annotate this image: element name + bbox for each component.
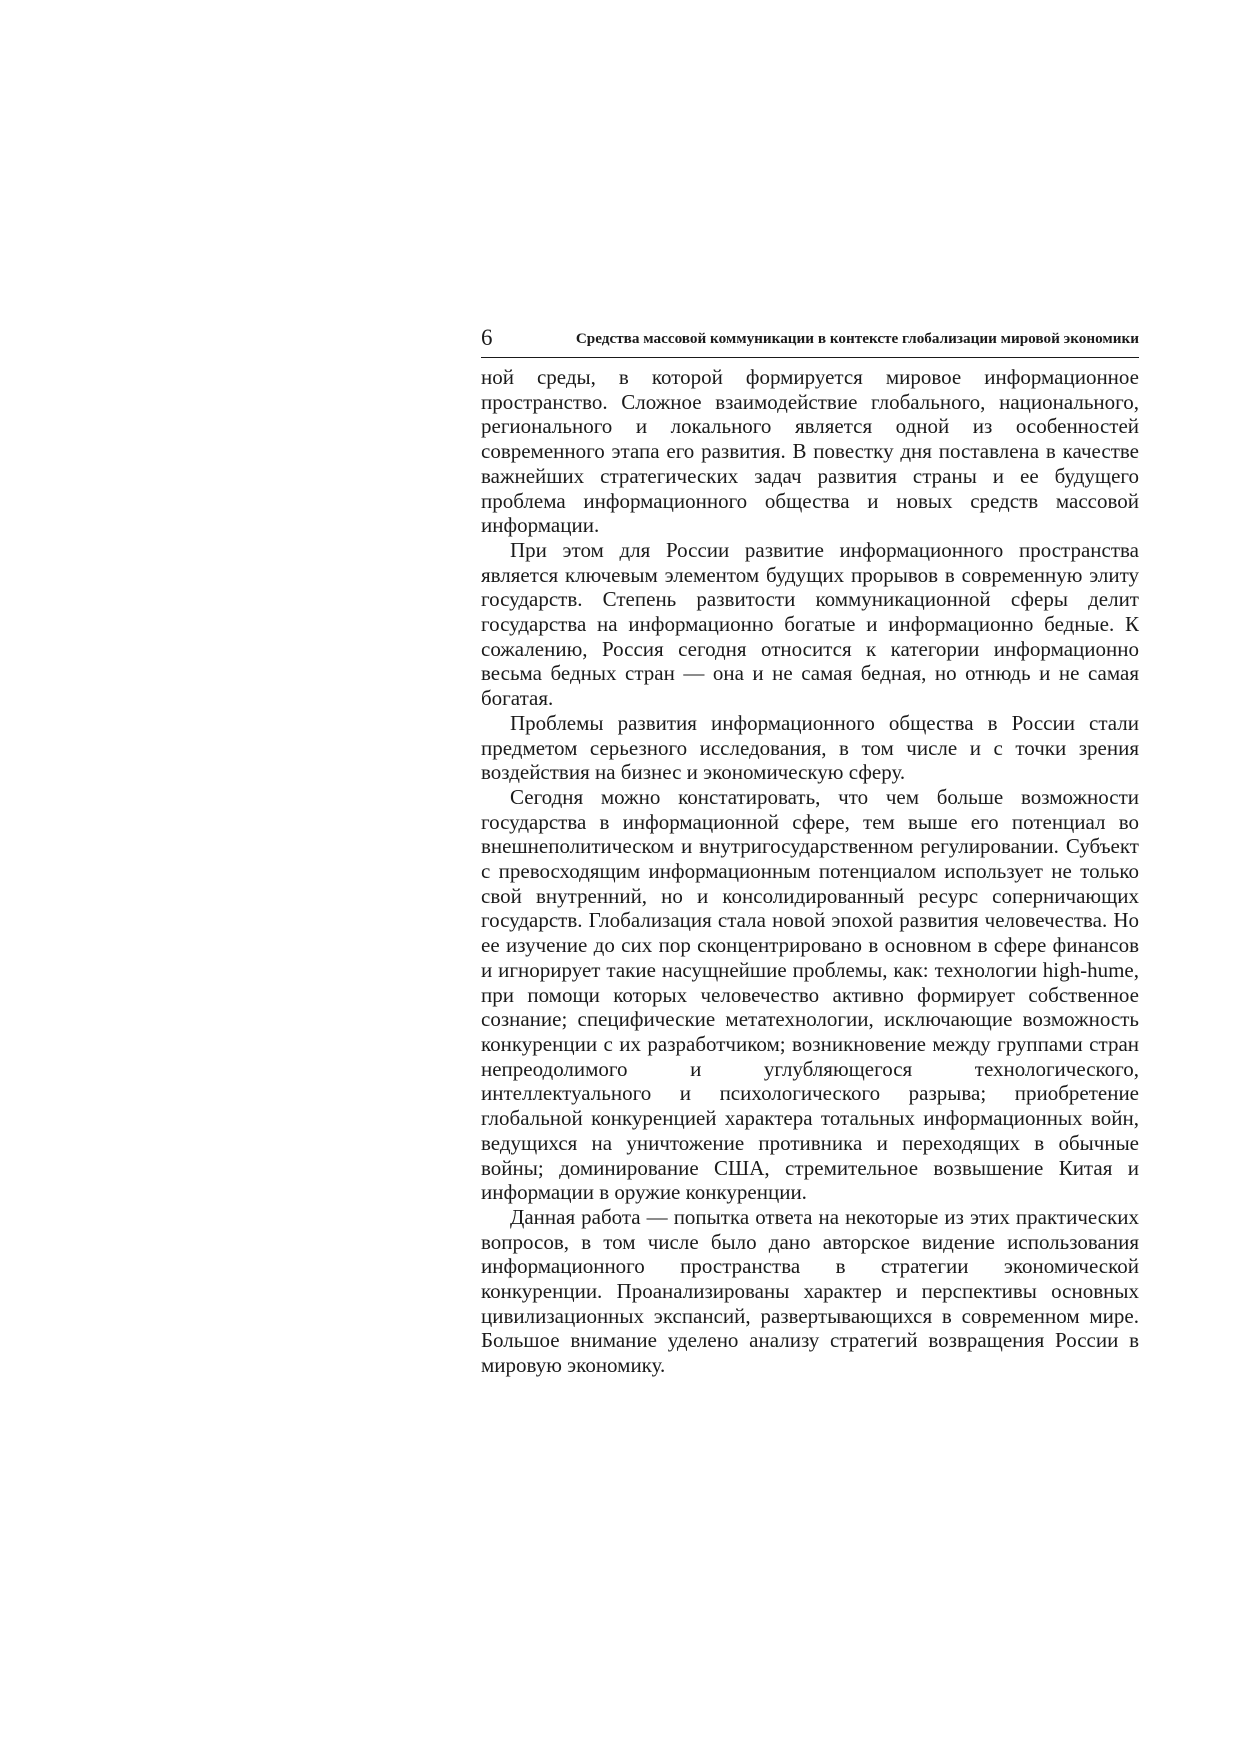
paragraph-globalization: Сегодня можно констатировать, что чем больше возможности государства в информационной сфере, тем выше его потенциал во внешнеполитическом и внутригосударственном регулировании. Субъект с превосходящим информационным потенциалом использует не только свой внутренний, но и консолидированный ресурс соперничающих государств. Глобализация стала новой эпохой развития человечества. Но ее изучение до сих пор сконцентрировано в основном в сфере финансов и игнорирует такие насущнейшие проблемы, как: технологии high-hume, при помощи которых человечество активно формирует собственное сознание; специфические метатехнологии, исключающие возможность конкуренции с их разработчиком; возникновение между группами стран непреодолимого и углубляющегося технологического, интеллектуального и психологического разрыва; приобретение глобальной конкуренцией характера тотальных информационных войн, ведущихся на уничтожение противника и переходящих в обычные войны; доминирование США, стремительное возвышение Китая и информации в оружие конкуренции. [481,784,1139,1205]
body-text [481,365,1139,1378]
paragraph-work-purpose: Данная работа — попытка ответа на некоторые из этих практических вопросов, в том числе было дано авторское видение использования информационного пространства в стратегии экономической конкуренции. Проанализированы характер и перспективы основных цивилизационных экспансий, развертывающихся в современном мире. Большое внимание уделено анализу стратегий возвращения России в мировую экономику. [481,1204,1139,1378]
running-head [481,323,1139,358]
page-number: 6 [481,325,493,350]
paragraph-russia-information-space: При этом для России развитие информационного пространства является ключевым элементом будущих прорывов в современную элиту государств. Степень развитости коммуникационной сферы делит государства на информационно богатые и информационно бедные. К сожалению, Россия сегодня относится к категории информационно весьма бедных стран — она и не самая бедная, но отнюдь и не самая богатая. [481,537,1139,711]
paragraph-continuation: ной среды, в которой формируется мировое информационное пространство. Сложное взаимодействие глобального, национального, регионального и локального является одной из особенностей современного этапа его развития. В повестку дня поставлена в качестве важнейших стратегических задач развития страны и ее будущего проблема информационного общества и новых средств массовой информации. [481,365,1139,538]
running-title: Средства массовой коммуникации в контексте глобализации мировой экономики [575,330,1139,347]
paragraph-information-society-problems: Проблемы развития информационного общества в России стали предметом серьезного исследования, в том числе и с точки зрения воздействия на бизнес и экономическую сферу. [481,710,1139,785]
